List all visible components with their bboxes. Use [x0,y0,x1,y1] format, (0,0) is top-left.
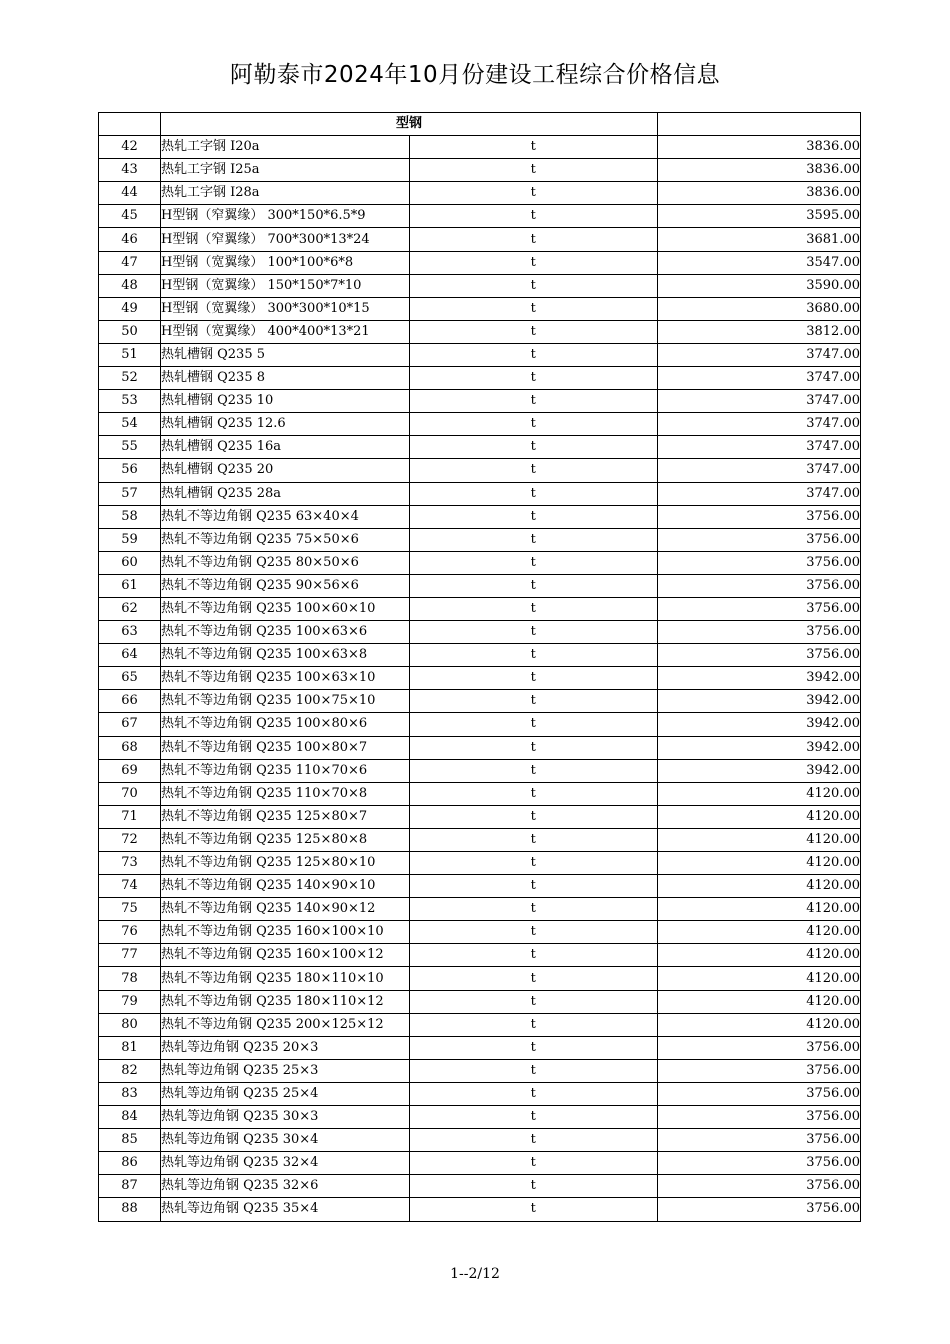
material-name-cell: 热轧槽钢 Q235 28a [161,482,410,505]
unit-cell: t [409,990,658,1013]
price-cell: 3747.00 [658,413,861,436]
material-name-cell: 热轧工字钢 I25a [161,159,410,182]
price-cell: 3756.00 [658,1152,861,1175]
price-cell: 4120.00 [658,990,861,1013]
unit-cell: t [409,921,658,944]
table-row [99,875,861,898]
table-row [99,1175,861,1198]
material-name-cell: 热轧不等边角钢 Q235 140×90×10 [161,875,410,898]
price-cell: 3756.00 [658,644,861,667]
material-name-cell: 热轧等边角钢 Q235 20×3 [161,1036,410,1059]
material-name-cell: H型钢（宽翼缘） 100*100*6*8 [161,251,410,274]
material-name-cell: 热轧不等边角钢 Q235 100×60×10 [161,597,410,620]
table-row [99,713,861,736]
material-name-cell: H型钢（窄翼缘） 300*150*6.5*9 [161,205,410,228]
material-name-cell: 热轧不等边角钢 Q235 100×63×8 [161,644,410,667]
unit-cell: t [409,320,658,343]
item-number-cell: 59 [99,528,161,551]
price-cell: 3756.00 [658,574,861,597]
item-number-cell: 78 [99,967,161,990]
unit-cell: t [409,436,658,459]
price-cell: 3756.00 [658,621,861,644]
material-name-cell: 热轧槽钢 Q235 16a [161,436,410,459]
material-name-cell: 热轧等边角钢 Q235 25×4 [161,1082,410,1105]
table-row [99,343,861,366]
material-name-cell: 热轧不等边角钢 Q235 100×63×6 [161,621,410,644]
price-cell: 4120.00 [658,921,861,944]
page-number: 1--2/12 [450,1266,500,1282]
price-cell: 3756.00 [658,505,861,528]
material-name-cell: 热轧槽钢 Q235 10 [161,390,410,413]
table-row [99,921,861,944]
table-row [99,1013,861,1036]
item-number-cell: 86 [99,1152,161,1175]
unit-cell: t [409,274,658,297]
price-cell: 4120.00 [658,828,861,851]
price-cell: 3756.00 [658,528,861,551]
item-number-cell: 87 [99,1175,161,1198]
unit-cell: t [409,759,658,782]
item-number-cell: 68 [99,736,161,759]
table-row [99,413,861,436]
table-row [99,297,861,320]
price-cell: 3756.00 [658,1175,861,1198]
price-cell: 4120.00 [658,967,861,990]
unit-cell: t [409,1152,658,1175]
table-row [99,182,861,205]
table-row [99,1036,861,1059]
price-cell: 3942.00 [658,713,861,736]
price-cell: 3942.00 [658,736,861,759]
unit-cell: t [409,690,658,713]
item-number-cell: 51 [99,343,161,366]
item-number-cell: 50 [99,320,161,343]
page-title: 阿勒泰市2024年10月份建设工程综合价格信息 [229,62,721,88]
material-name-cell: 热轧槽钢 Q235 5 [161,343,410,366]
table-row [99,1129,861,1152]
unit-cell: t [409,1082,658,1105]
price-cell: 3756.00 [658,1198,861,1221]
item-number-cell: 85 [99,1129,161,1152]
material-name-cell: 热轧等边角钢 Q235 32×6 [161,1175,410,1198]
unit-cell: t [409,551,658,574]
price-cell: 3836.00 [658,159,861,182]
table-row [99,1152,861,1175]
unit-cell: t [409,390,658,413]
price-cell: 3756.00 [658,1082,861,1105]
price-cell: 3942.00 [658,667,861,690]
item-number-cell: 76 [99,921,161,944]
table-row [99,782,861,805]
item-number-cell: 60 [99,551,161,574]
table-row [99,228,861,251]
material-name-cell: 热轧不等边角钢 Q235 63×40×4 [161,505,410,528]
table-row [99,898,861,921]
material-name-cell: H型钢（宽翼缘） 300*300*10*15 [161,297,410,320]
unit-cell: t [409,1013,658,1036]
material-name-cell: 热轧不等边角钢 Q235 160×100×10 [161,921,410,944]
item-number-cell: 47 [99,251,161,274]
price-cell: 3812.00 [658,320,861,343]
unit-cell: t [409,459,658,482]
table-row [99,852,861,875]
price-cell: 4120.00 [658,805,861,828]
material-name-cell: 热轧不等边角钢 Q235 125×80×8 [161,828,410,851]
table-row [99,505,861,528]
unit-cell: t [409,805,658,828]
price-cell: 4120.00 [658,875,861,898]
unit-cell: t [409,1106,658,1129]
table-row [99,367,861,390]
item-number-cell: 49 [99,297,161,320]
price-cell: 3756.00 [658,1059,861,1082]
price-cell: 4120.00 [658,852,861,875]
table-row [99,597,861,620]
unit-cell: t [409,528,658,551]
price-cell: 3756.00 [658,1129,861,1152]
unit-cell: t [409,828,658,851]
table-row [99,528,861,551]
unit-cell: t [409,205,658,228]
unit-cell: t [409,182,658,205]
table-row [99,159,861,182]
section-header-row [99,113,861,136]
unit-cell: t [409,297,658,320]
item-number-cell: 73 [99,852,161,875]
material-name-cell: 热轧不等边角钢 Q235 90×56×6 [161,574,410,597]
material-name-cell: 热轧工字钢 I28a [161,182,410,205]
unit-cell: t [409,1059,658,1082]
unit-cell: t [409,228,658,251]
material-name-cell: 热轧不等边角钢 Q235 200×125×12 [161,1013,410,1036]
unit-cell: t [409,852,658,875]
unit-cell: t [409,574,658,597]
item-number-cell: 46 [99,228,161,251]
material-name-cell: 热轧不等边角钢 Q235 100×80×7 [161,736,410,759]
price-cell: 4120.00 [658,944,861,967]
unit-cell: t [409,1036,658,1059]
item-number-cell: 70 [99,782,161,805]
unit-cell: t [409,159,658,182]
table-row [99,1059,861,1082]
unit-cell: t [409,875,658,898]
material-name-cell: 热轧槽钢 Q235 8 [161,367,410,390]
material-name-cell: 热轧不等边角钢 Q235 125×80×7 [161,805,410,828]
item-number-cell: 69 [99,759,161,782]
item-number-cell: 61 [99,574,161,597]
table-row [99,944,861,967]
table-row [99,759,861,782]
material-name-cell: 热轧不等边角钢 Q235 160×100×12 [161,944,410,967]
item-number-cell: 43 [99,159,161,182]
item-number-cell: 71 [99,805,161,828]
item-number-cell: 74 [99,875,161,898]
price-cell: 4120.00 [658,1013,861,1036]
price-cell: 3747.00 [658,343,861,366]
item-number-cell: 58 [99,505,161,528]
material-name-cell: 热轧等边角钢 Q235 30×4 [161,1129,410,1152]
item-number-cell: 88 [99,1198,161,1221]
item-number-cell: 77 [99,944,161,967]
item-number-cell: 44 [99,182,161,205]
unit-cell: t [409,367,658,390]
unit-cell: t [409,1129,658,1152]
material-name-cell: 热轧不等边角钢 Q235 80×50×6 [161,551,410,574]
material-name-cell: H型钢（宽翼缘） 400*400*13*21 [161,320,410,343]
price-table [98,112,861,1222]
price-cell: 3756.00 [658,1106,861,1129]
price-cell: 3747.00 [658,436,861,459]
material-name-cell: 热轧不等边角钢 Q235 180×110×10 [161,967,410,990]
material-name-cell: 热轧不等边角钢 Q235 100×80×6 [161,713,410,736]
material-name-cell: 热轧不等边角钢 Q235 100×63×10 [161,667,410,690]
price-cell: 3595.00 [658,205,861,228]
price-cell: 3547.00 [658,251,861,274]
item-number-cell: 65 [99,667,161,690]
table-row [99,805,861,828]
table-row [99,274,861,297]
unit-cell: t [409,1198,658,1221]
table-row [99,736,861,759]
unit-cell: t [409,343,658,366]
item-number-cell: 81 [99,1036,161,1059]
unit-cell: t [409,597,658,620]
item-number-cell: 56 [99,459,161,482]
table-row [99,644,861,667]
table-row [99,436,861,459]
table-row [99,1198,861,1221]
item-number-cell: 79 [99,990,161,1013]
table-row [99,574,861,597]
price-cell: 3756.00 [658,551,861,574]
unit-cell: t [409,482,658,505]
material-name-cell: 热轧不等边角钢 Q235 125×80×10 [161,852,410,875]
item-number-cell: 72 [99,828,161,851]
table-row [99,990,861,1013]
material-name-cell: 热轧等边角钢 Q235 35×4 [161,1198,410,1221]
price-cell: 3942.00 [658,759,861,782]
item-number-cell: 42 [99,136,161,159]
table-row [99,667,861,690]
item-number-cell: 45 [99,205,161,228]
table-row [99,551,861,574]
unit-cell: t [409,967,658,990]
price-cell: 3747.00 [658,390,861,413]
material-name-cell: 热轧不等边角钢 Q235 100×75×10 [161,690,410,713]
item-number-cell: 75 [99,898,161,921]
price-cell: 3590.00 [658,274,861,297]
material-name-cell: 热轧不等边角钢 Q235 180×110×12 [161,990,410,1013]
material-name-cell: 热轧槽钢 Q235 12.6 [161,413,410,436]
table-row [99,967,861,990]
item-number-cell: 57 [99,482,161,505]
unit-cell: t [409,413,658,436]
material-name-cell: 热轧等边角钢 Q235 25×3 [161,1059,410,1082]
item-number-cell: 53 [99,390,161,413]
table-row [99,690,861,713]
item-number-cell: 55 [99,436,161,459]
material-name-cell: 热轧不等边角钢 Q235 75×50×6 [161,528,410,551]
unit-cell: t [409,713,658,736]
unit-cell: t [409,944,658,967]
price-cell: 3680.00 [658,297,861,320]
table-row [99,205,861,228]
price-cell: 3747.00 [658,367,861,390]
unit-cell: t [409,251,658,274]
material-name-cell: H型钢（窄翼缘） 700*300*13*24 [161,228,410,251]
material-name-cell: 热轧不等边角钢 Q235 110×70×6 [161,759,410,782]
material-name-cell: 热轧等边角钢 Q235 30×3 [161,1106,410,1129]
price-cell: 4120.00 [658,898,861,921]
item-number-cell: 66 [99,690,161,713]
price-table-body [99,113,861,1222]
unit-cell: t [409,505,658,528]
unit-cell: t [409,667,658,690]
item-number-cell: 83 [99,1082,161,1105]
item-number-cell: 84 [99,1106,161,1129]
material-name-cell: 热轧不等边角钢 Q235 140×90×12 [161,898,410,921]
price-cell: 3681.00 [658,228,861,251]
table-row [99,251,861,274]
table-row [99,320,861,343]
item-number-cell: 80 [99,1013,161,1036]
unit-cell: t [409,621,658,644]
table-row [99,828,861,851]
price-cell: 3747.00 [658,482,861,505]
table-row [99,459,861,482]
unit-cell: t [409,782,658,805]
material-name-cell: 热轧等边角钢 Q235 32×4 [161,1152,410,1175]
section-header-empty-cell [99,113,161,136]
unit-cell: t [409,1175,658,1198]
item-number-cell: 52 [99,367,161,390]
price-cell: 3836.00 [658,136,861,159]
material-name-cell: 热轧槽钢 Q235 20 [161,459,410,482]
item-number-cell: 82 [99,1059,161,1082]
table-row [99,1082,861,1105]
unit-cell: t [409,898,658,921]
table-row [99,136,861,159]
price-cell: 4120.00 [658,782,861,805]
item-number-cell: 63 [99,621,161,644]
price-cell: 3836.00 [658,182,861,205]
item-number-cell: 48 [99,274,161,297]
unit-cell: t [409,736,658,759]
price-cell: 3747.00 [658,459,861,482]
item-number-cell: 64 [99,644,161,667]
material-name-cell: 热轧工字钢 I20a [161,136,410,159]
price-cell: 3756.00 [658,1036,861,1059]
item-number-cell: 54 [99,413,161,436]
price-cell: 3942.00 [658,690,861,713]
material-name-cell: H型钢（宽翼缘） 150*150*7*10 [161,274,410,297]
material-name-cell: 热轧不等边角钢 Q235 110×70×8 [161,782,410,805]
unit-cell: t [409,136,658,159]
section-header: 型钢 [161,113,658,136]
table-row [99,390,861,413]
section-header-price-cell [658,113,861,136]
table-row [99,621,861,644]
price-cell: 3756.00 [658,597,861,620]
table-row [99,482,861,505]
unit-cell: t [409,644,658,667]
table-row [99,1106,861,1129]
item-number-cell: 67 [99,713,161,736]
item-number-cell: 62 [99,597,161,620]
